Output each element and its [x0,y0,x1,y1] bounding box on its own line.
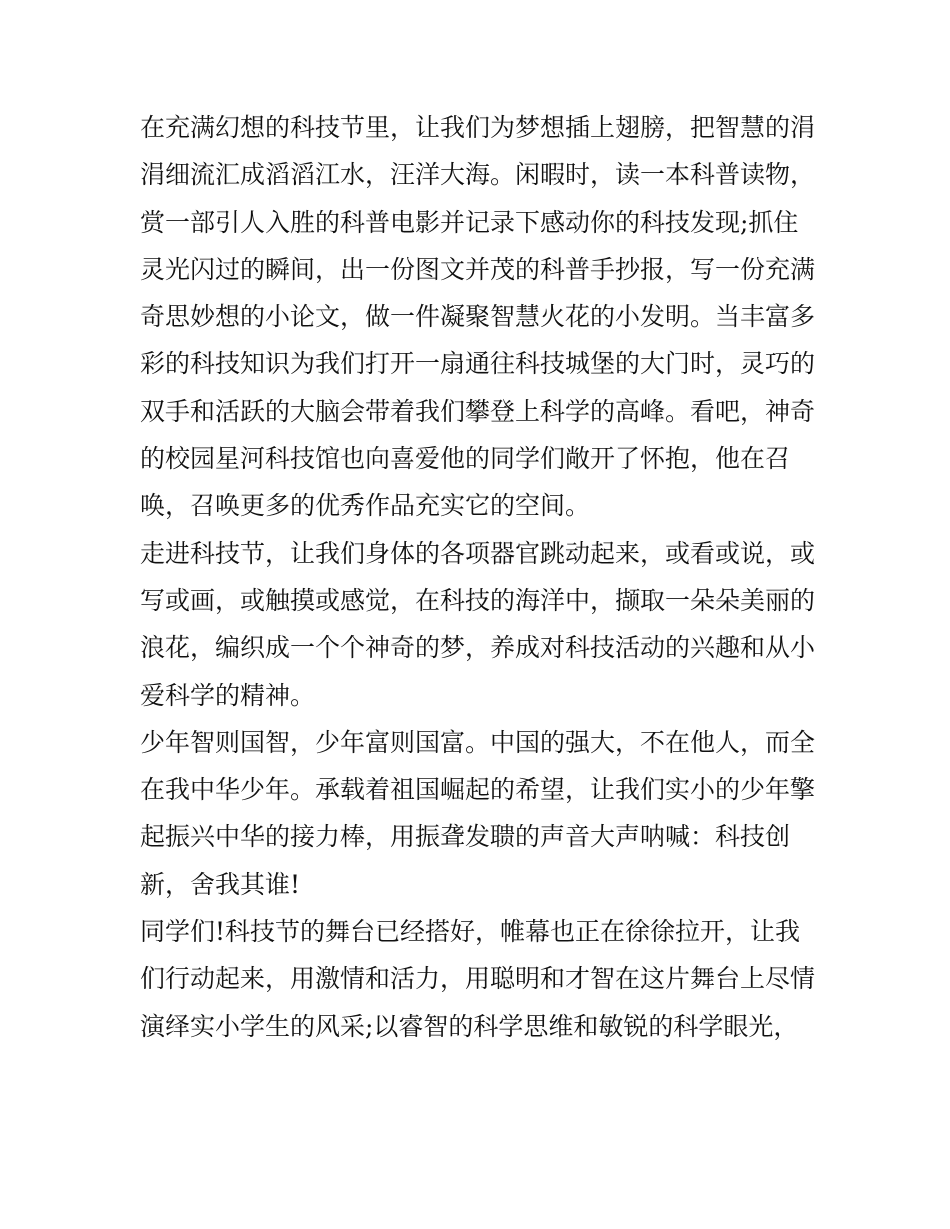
text-line: 起振兴中华的接力棒，用振聋发聩的声音大声呐喊：科技创 [140,822,791,852]
text-line: 演绎实小学生的风采;以睿智的科学思维和敏锐的科学眼光， [140,1011,799,1041]
text-line: 在我中华少年。承载着祖国崛起的希望，让我们实小的少年擎 [140,775,816,805]
text-line: 灵光闪过的瞬间，出一份图文并茂的科普手抄报，写一份充满 [140,254,816,284]
text-line: 少年智则国智，少年富则国富。中国的强大，不在他人，而全 [140,727,816,757]
text-line: 涓细流汇成滔滔江水，汪洋大海。闲暇时，读一本科普读物， [140,160,816,190]
text-line: 新，舍我其谁! [140,869,301,899]
document-body [140,104,820,1050]
text-line: 爱科学的精神。 [140,680,316,710]
text-line: 奇思妙想的小论文，做一件凝聚智慧火花的小发明。当丰富多 [140,302,816,332]
text-line: 在充满幻想的科技节里，让我们为梦想插上翅膀，把智慧的涓 [140,113,816,142]
text-line: 们行动起来，用激情和活力，用聪明和才智在这片舞台上尽情 [140,964,816,994]
text-line: 赏一部引人入胜的科普电影并记录下感动你的科技发现;抓住 [140,207,799,237]
text-line: 的校园星河科技馆也向喜爱他的同学们敞开了怀抱，他在召 [140,444,791,474]
text-line: 双手和活跃的大脑会带着我们攀登上科学的高峰。看吧，神奇 [140,396,816,426]
text-line: 彩的科技知识为我们打开一扇通往科技城堡的大门时，灵巧的 [140,349,816,379]
text-line: 同学们!科技节的舞台已经搭好，帷幕也正在徐徐拉开，让我 [140,917,801,947]
text-line: 浪花，编织成一个个神奇的梦，养成对科技活动的兴趣和从小 [140,633,816,663]
text-line: 走进科技节，让我们身体的各项器官跳动起来，或看或说，或 [140,538,816,568]
text-line: 唤，召唤更多的优秀作品充实它的空间。 [140,491,591,521]
text-line: 写或画，或触摸或感觉，在科技的海洋中，撷取一朵朵美丽的 [140,585,816,615]
